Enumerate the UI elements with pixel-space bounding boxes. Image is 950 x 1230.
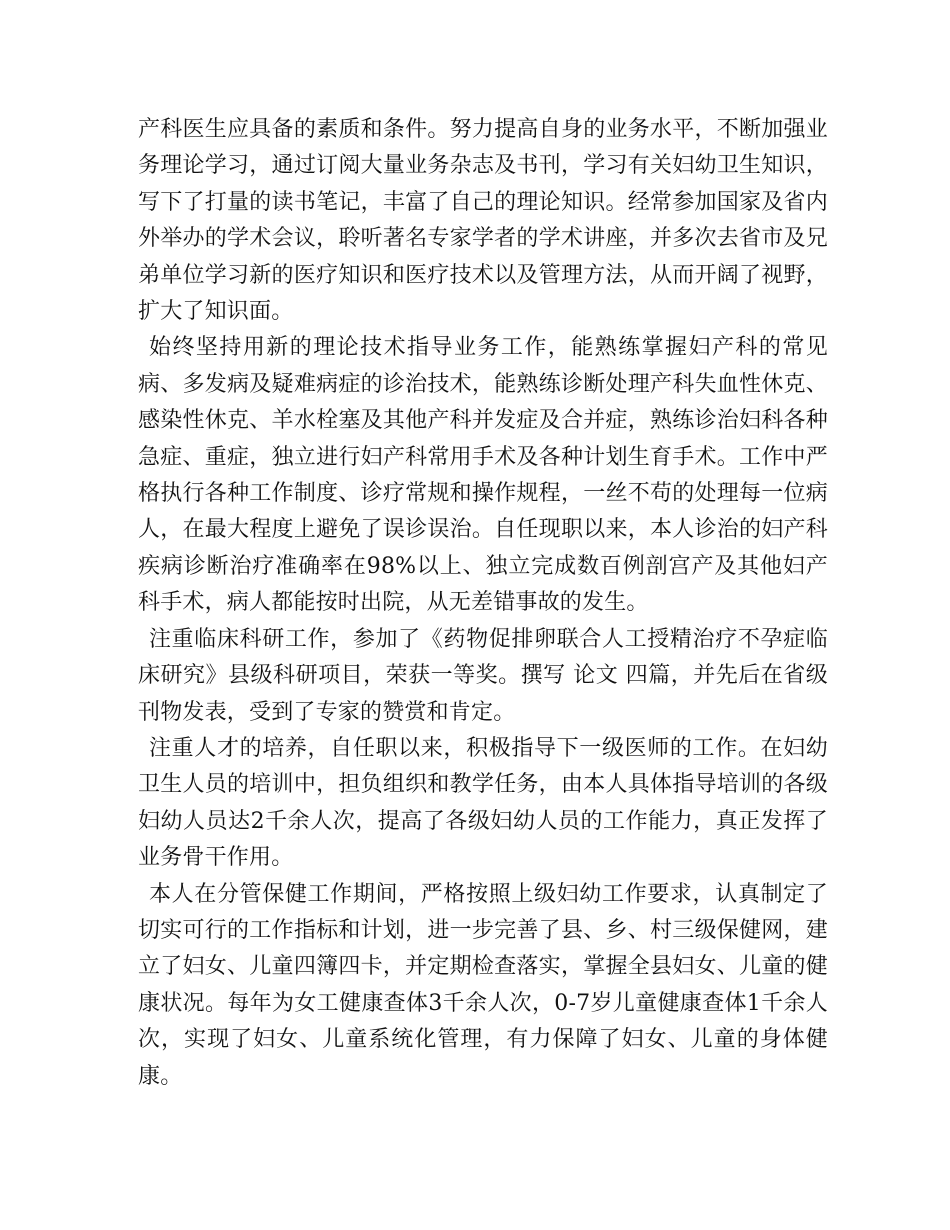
document-body: [138, 112, 828, 1095]
paragraph-clinical-skills: 始终坚持用新的理论技术指导业务工作，能熟练掌握妇产科的常见病、多发病及疑难病症的诊治技术，能熟练诊断处理产科失血性休克、感染性休克、羊水栓塞及其他产科并发症及合并症，熟练诊治妇科各种急症、重症，独立进行妇产科常用手术及各种计划生育手术。工作中严格执行各种工作制度、诊疗常规和操作规程，一丝不苟的处理每一位病人，在最大程度上避免了误诊误治。自任现职以来，本人诊治的妇产科疾病诊断治疗准确率在98%以上、独立完成数百例剖宫产及其他妇产科手术，病人都能按时出院，从无差错事故的发生。: [138, 335, 828, 616]
paragraph-research: 注重临床科研工作，参加了《药物促排卵联合人工授精治疗不孕症临床研究》县级科研项目，荣获一等奖。撰写 论文 四篇，并先后在省级刊物发表，受到了专家的赞赏和肯定。: [138, 626, 828, 725]
paragraph-healthcare: 本人在分管保健工作期间，严格按照上级妇幼工作要求，认真制定了切实可行的工作指标和计划，进一步完善了县、乡、村三级保健网，建立了妇女、儿童四簿四卡，并定期检查落实，掌握全县妇女、儿童的健康状况。每年为女工健康查体3千余人次，0-7岁儿童健康查体1千余人次，实现了妇女、儿童系统化管理，有力保障了妇女、儿童的身体健康。: [138, 881, 828, 1089]
paragraph-continuation: 产科医生应具备的素质和条件。努力提高自身的业务水平，不断加强业务理论学习，通过订阅大量业务杂志及书刊，学习有关妇幼卫生知识，写下了打量的读书笔记，丰富了自己的理论知识。经常参加国家及省内外举办的学术会议，聆听著名专家学者的学术讲座，并多次去省市及兄弟单位学习新的医疗知识和医疗技术以及管理方法，从而开阔了视野，扩大了知识面。: [138, 117, 828, 325]
paragraph-training: 注重人才的培养，自任职以来，积极指导下一级医师的工作。在妇幼卫生人员的培训中，担负组织和教学任务，由本人具体指导培训的各级妇幼人员达2千余人次，提高了各级妇幼人员的工作能力，真正发挥了业务骨干作用。: [138, 735, 828, 871]
